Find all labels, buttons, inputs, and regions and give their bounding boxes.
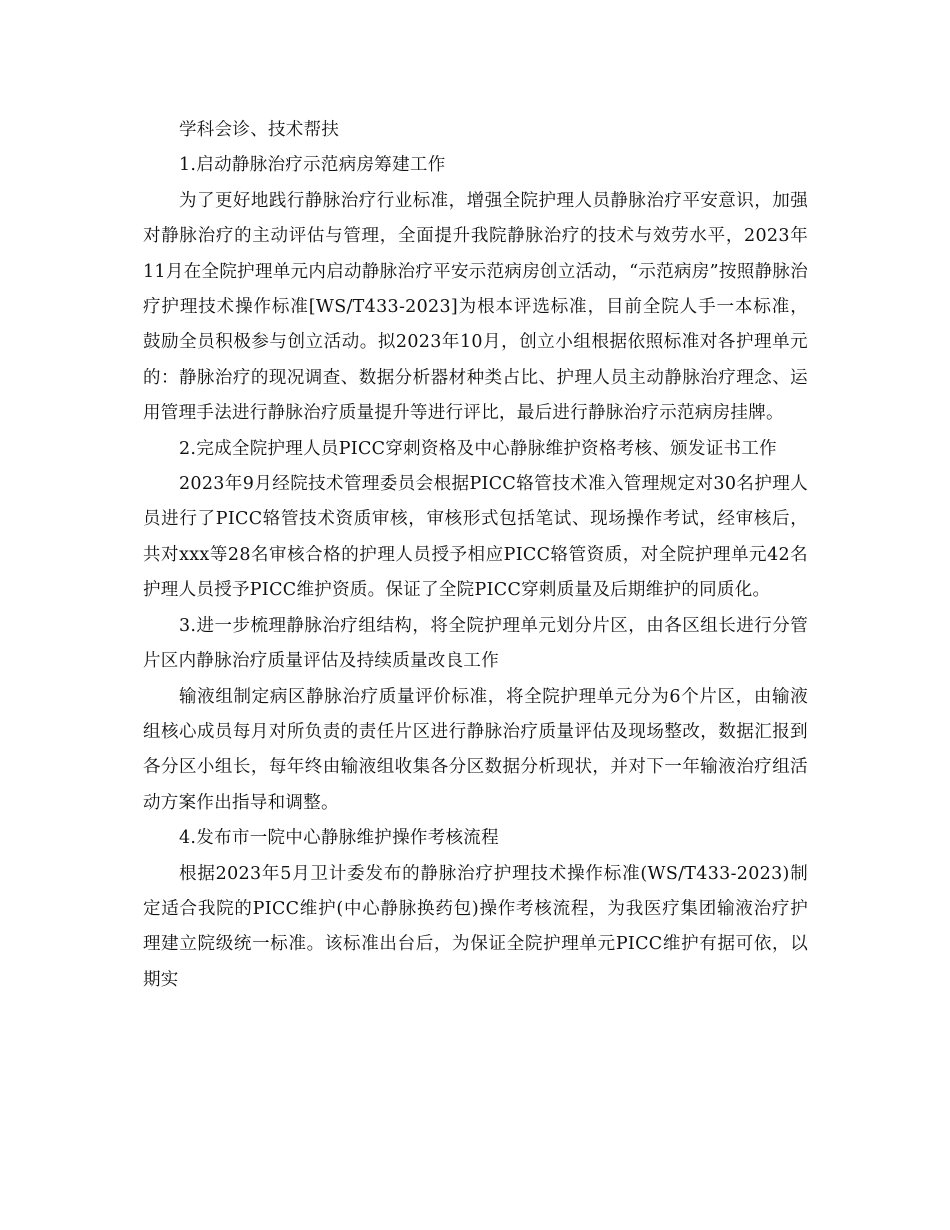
section-heading-3: 3.进一步梳理静脉治疗组结构，将全院护理单元划分片区，由各区组长进行分管片区内静脉治疗质量评估及持续质量改良工作: [143, 615, 808, 672]
section-heading-4: 4.发布市一院中心静脉维护操作考核流程: [179, 828, 499, 849]
body-paragraph-3: 输液组制定病区静脉治疗质量评价标准，将全院护理单元分为6个片区，由输液组核心成员每月对所负责的责任片区进行静脉治疗质量评估及现场整改，数据汇报到各分区小组长，每年终由输液组收集各分区数据分析现状，并对下一年输液治疗组活动方案作出指导和调整。: [143, 686, 808, 813]
body-paragraph-2: 2023年9月经院技术管理委员会根据PICC辂管技术准入管理规定对30名护理人员进行了PICC辂管技术资质审核，审核形式包括笔试、现场操作考试，经审核后，共对xxx等28名审核合格的护理人员授予相应PICC辂管资质，对全院护理单元42名护理人员授予PICC维护资质。保证了全院PICC穿刺质量及后期维护的同质化。: [143, 474, 808, 601]
body-paragraph-1: 为了更好地践行静脉治疗行业标准，增强全院护理人员静脉治疗平安意识，加强对静脉治疗的主动评估与管理，全面提升我院静脉治疗的技术与效劳水平，2023年11月在全院护理单元内启动静脉治疗平安示范病房创立活动，“示范病房”按照静脉治疗护理技术操作标准[WS/T433-2023]为根本评选标准，目前全院人手一本标准，鼓励全员积极参与创立活动。拟2023年10月，创立小组根据依照标准对各护理单元的：静脉治疗的现况调查、数据分析器材种类占比、护理人员主动静脉治疗理念、运用管理手法进行静脉治疗质量提升等进行评比，最后进行静脉治疗示范病房挂牌。: [143, 190, 808, 424]
section-heading-2: 2.完成全院护理人员PICC穿刺资格及中心静脉维护资格考核、颁发证书工作: [179, 438, 777, 459]
section-heading-1: 1.启动静脉治疗示范病房筹建工作: [179, 155, 446, 176]
document-body: [143, 113, 808, 998]
section-heading-consultation: 学科会诊、技术帮扶: [179, 120, 340, 140]
body-paragraph-4: 根据2023年5月卫计委发布的静脉治疗护理技术操作标准(WS/T433-2023)制定适合我院的PICC维护(中心静脉换药包)操作考核流程，为我医疗集团输液治疗护理建立院级统一标准。该标准出台后，为保证全院护理单元PICC维护有据可依，以期实: [143, 863, 808, 990]
